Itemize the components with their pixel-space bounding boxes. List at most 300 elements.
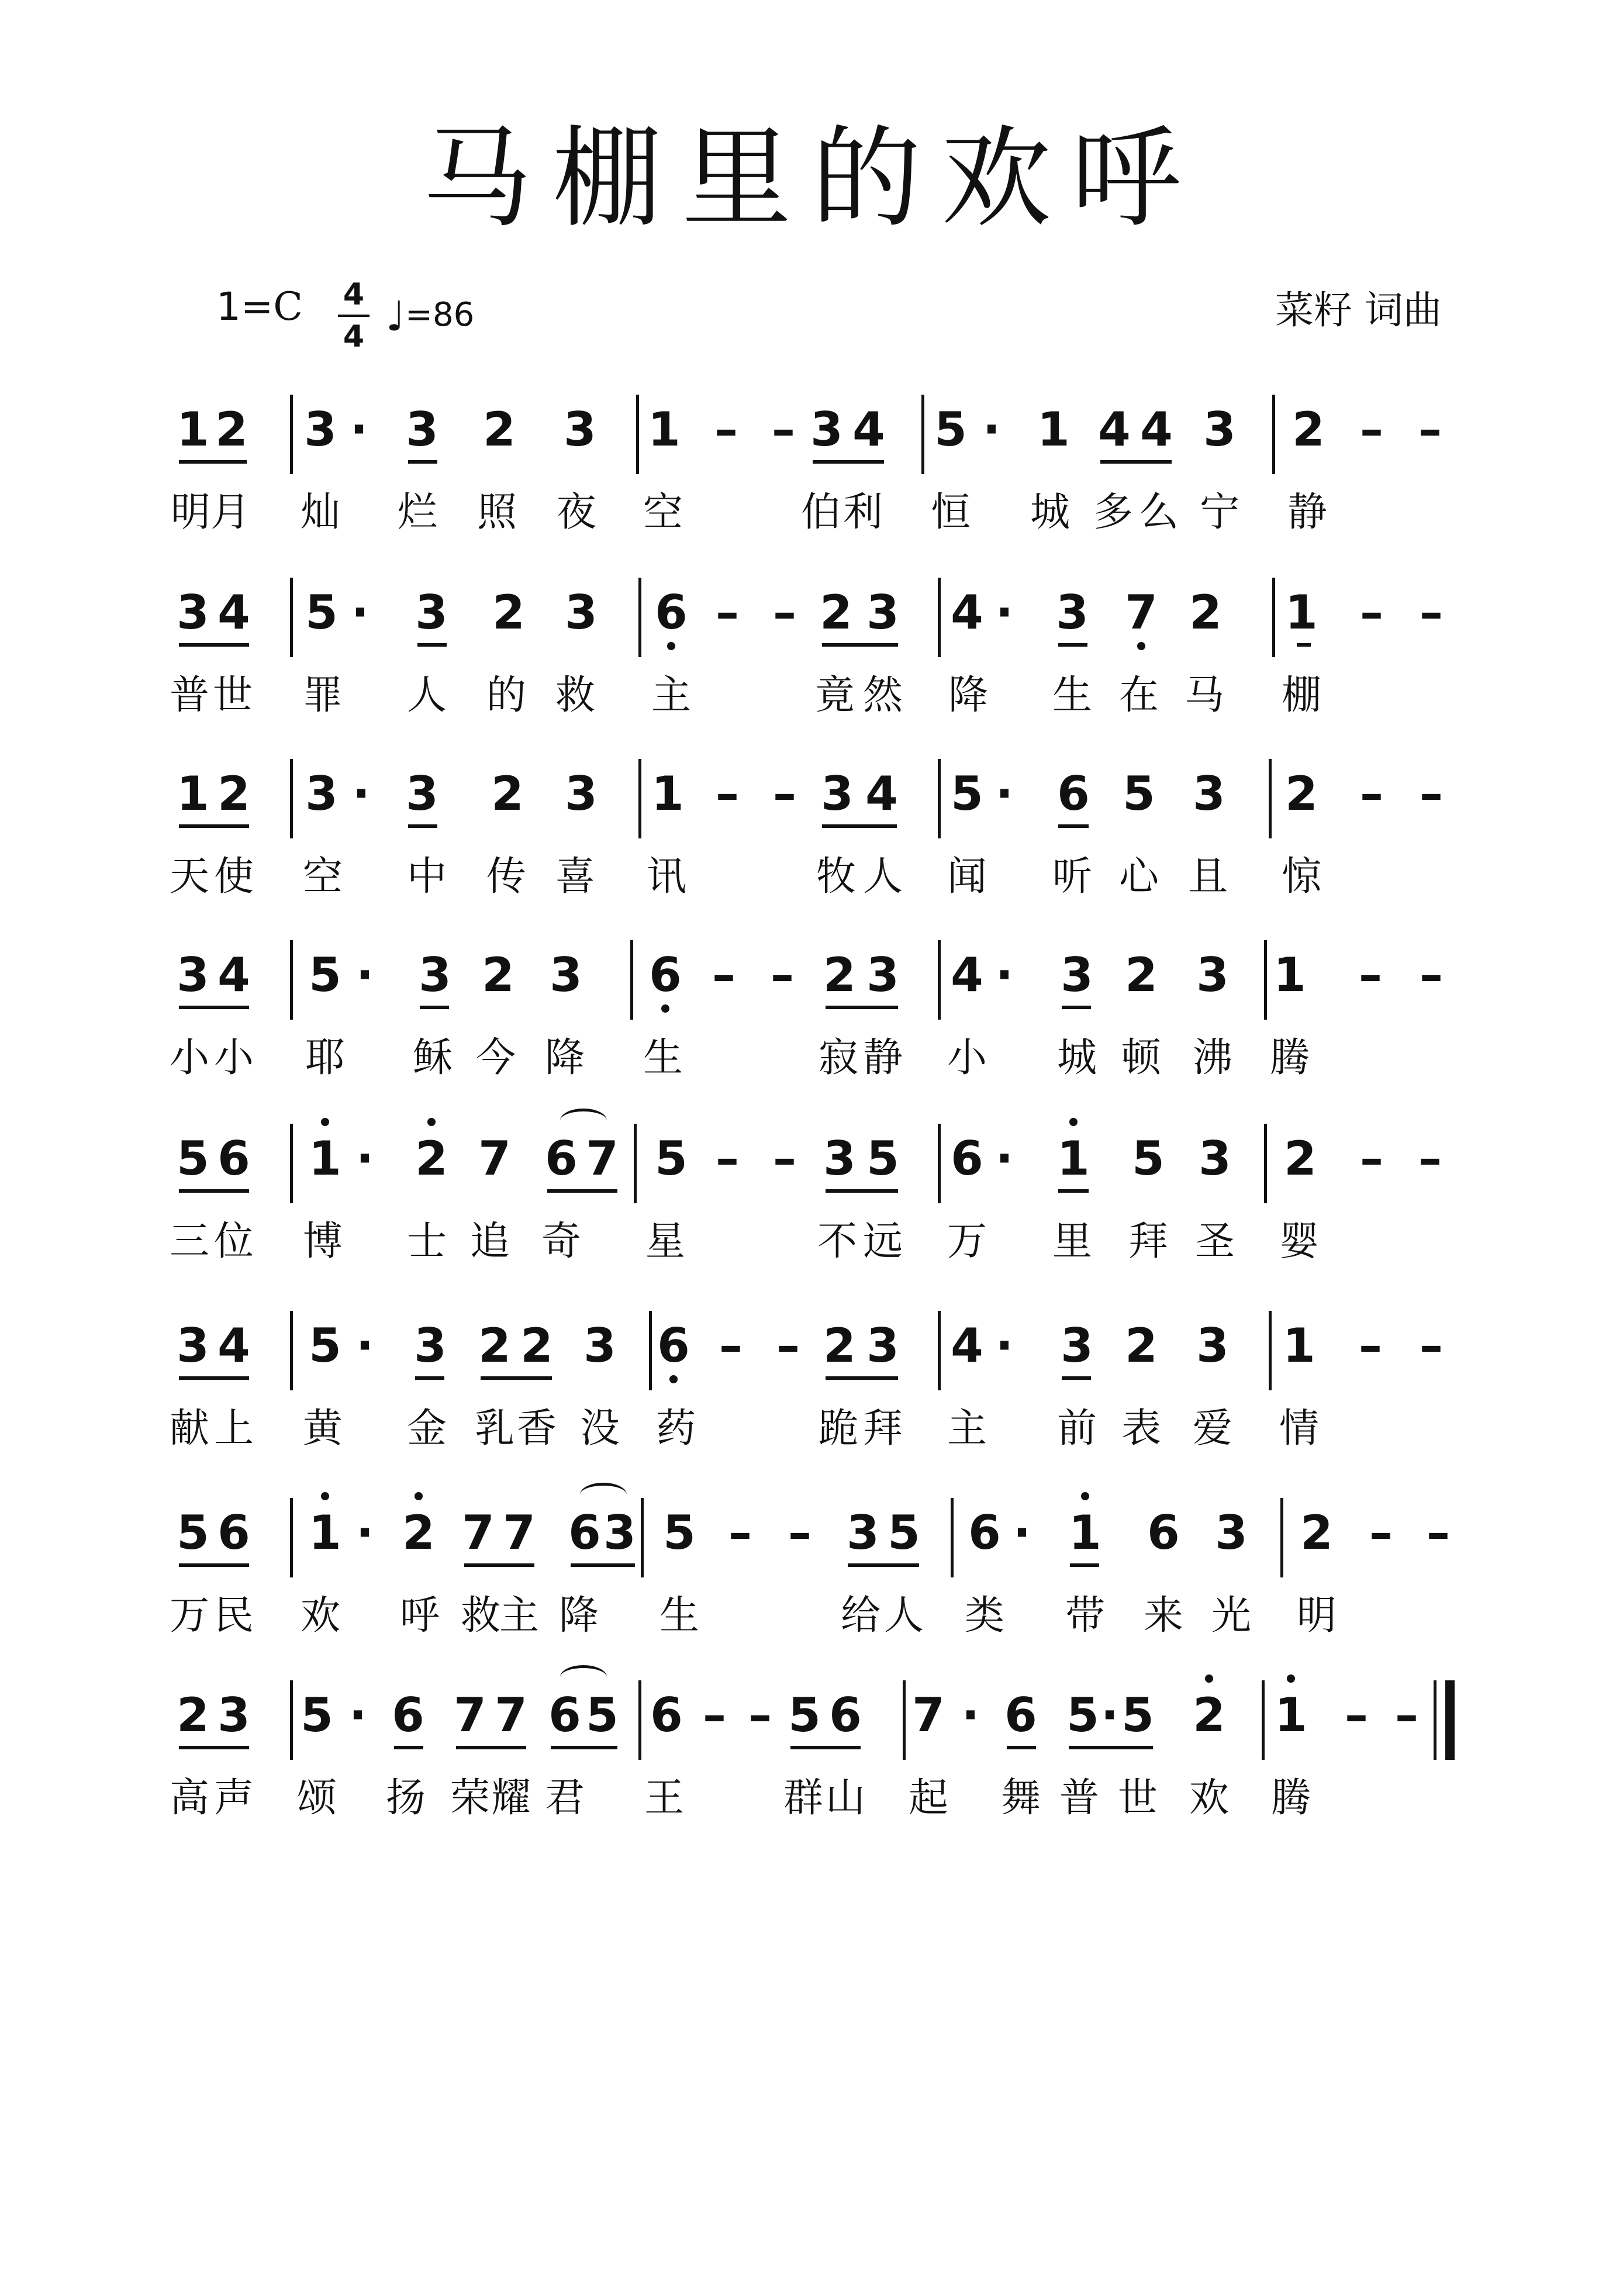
note: 5 xyxy=(309,1318,341,1373)
lyric-syllable: 里 xyxy=(1052,1218,1092,1265)
lyric-syllable: 闻 xyxy=(947,854,987,900)
bar-line xyxy=(290,1311,293,1390)
lyric-syllable: 照 xyxy=(476,489,517,536)
lyric-syllable: 腾 xyxy=(1270,1775,1311,1821)
note: 4 xyxy=(951,1318,983,1373)
note: 6 xyxy=(392,1688,424,1742)
note: 4 xyxy=(951,585,983,640)
lyric-syllable: 利 xyxy=(842,489,883,536)
lyric-syllable: 多 xyxy=(1093,489,1133,536)
eighth-beam xyxy=(1058,1189,1089,1193)
lyric-syllable: 传 xyxy=(486,854,526,900)
lyric-syllable: 世 xyxy=(1117,1775,1158,1821)
eighth-beam xyxy=(1007,1746,1036,1749)
note: 2 xyxy=(491,767,524,821)
lyric-syllable: 烂 xyxy=(397,489,437,536)
note: 4 xyxy=(217,948,250,1002)
lyric-syllable: 小 xyxy=(947,1035,987,1081)
lyric-syllable: 灿 xyxy=(300,489,340,536)
octave-up-dot xyxy=(321,1118,329,1126)
augmentation-dot: · xyxy=(995,1131,1014,1186)
lyric-syllable: 生 xyxy=(643,1035,683,1081)
eighth-beam xyxy=(822,824,897,828)
lyric-syllable: 三 xyxy=(169,1218,209,1265)
lyric-syllable: 顿 xyxy=(1121,1035,1161,1081)
eighth-beam xyxy=(1062,1376,1091,1380)
lyric-syllable: 没 xyxy=(579,1406,620,1452)
note: 3 xyxy=(847,1506,879,1560)
bar-line xyxy=(290,940,293,1020)
dash-extension: – xyxy=(1359,1318,1382,1373)
staff-system xyxy=(0,585,1623,741)
augmentation-dot: · xyxy=(995,948,1014,1002)
note: 3 xyxy=(810,402,843,457)
bar-line xyxy=(938,1311,941,1390)
lyric-syllable: 天 xyxy=(169,854,209,900)
dash-extension: – xyxy=(1360,1131,1383,1186)
eighth-beam xyxy=(1058,643,1087,647)
note: 7 xyxy=(503,1506,536,1560)
lyric-syllable: 伯 xyxy=(800,489,841,536)
lyric-syllable: 小 xyxy=(169,1035,209,1081)
note: 2 xyxy=(492,585,525,640)
note: 1 xyxy=(306,1510,344,1556)
eighth-beam xyxy=(1124,1746,1153,1749)
author-credit: 菜籽 词曲 xyxy=(1275,288,1442,333)
lyric-syllable: 人 xyxy=(883,1593,924,1639)
lyric-syllable: 今 xyxy=(475,1035,516,1081)
dash-extension: – xyxy=(773,585,796,640)
note: 2 xyxy=(217,767,250,821)
lyric-syllable: 万 xyxy=(947,1218,987,1265)
note: 3 xyxy=(1196,948,1229,1002)
octave-down-dot xyxy=(1137,642,1145,650)
note: 3 xyxy=(603,1506,636,1560)
augmentation-dot: · xyxy=(995,767,1014,821)
eighth-beam xyxy=(826,1189,898,1193)
augmentation-dot: · xyxy=(355,1131,374,1186)
note: 5 xyxy=(177,1506,209,1560)
note: 5 xyxy=(663,1506,696,1560)
dash-extension: – xyxy=(719,1318,743,1373)
lyric-syllable: 香 xyxy=(516,1406,557,1452)
bar-line xyxy=(638,578,641,657)
dash-extension: – xyxy=(1360,402,1383,457)
note: 3 xyxy=(419,948,451,1002)
augmentation-dot: · xyxy=(355,1318,374,1373)
note: 1 xyxy=(1055,1135,1092,1182)
bar-line xyxy=(290,578,293,657)
octave-up-dot xyxy=(415,1492,423,1500)
octave-up-dot xyxy=(321,1492,329,1500)
bar-line xyxy=(641,1498,644,1577)
note: 2 xyxy=(520,1318,553,1373)
dash-extension: – xyxy=(1420,767,1443,821)
note: 3 xyxy=(866,1318,899,1373)
octave-up-dot xyxy=(1287,1674,1295,1683)
lyric-syllable: 声 xyxy=(213,1775,254,1821)
note: 6 xyxy=(1004,1688,1037,1742)
lyric-syllable: 类 xyxy=(964,1593,1004,1639)
lyric-syllable: 明 xyxy=(1296,1593,1337,1639)
note: 7 xyxy=(454,1688,486,1742)
octave-up-dot xyxy=(427,1118,436,1126)
bar-line xyxy=(290,1124,293,1203)
eighth-beam xyxy=(848,1563,919,1567)
bar-line xyxy=(938,578,941,657)
note: 3 xyxy=(1215,1506,1248,1560)
note: 3 xyxy=(177,1318,209,1373)
bar-line xyxy=(1272,395,1275,474)
lyric-syllable: 静 xyxy=(1287,489,1327,536)
lyric-syllable: 罪 xyxy=(302,672,343,719)
note: 2 xyxy=(1189,585,1222,640)
lyric-syllable: 静 xyxy=(862,1035,903,1081)
octave-up-dot xyxy=(1081,1492,1089,1500)
lyric-syllable: 月 xyxy=(210,489,250,536)
lyric-syllable: 沸 xyxy=(1192,1035,1232,1081)
lyric-syllable: 带 xyxy=(1065,1593,1105,1639)
note: 2 xyxy=(1284,1131,1317,1186)
lyric-syllable: 人 xyxy=(406,672,447,719)
dash-extension: – xyxy=(1395,1688,1418,1742)
lyric-syllable: 且 xyxy=(1187,854,1228,900)
dash-extension: – xyxy=(1420,585,1443,640)
lyric-syllable: 婴 xyxy=(1279,1218,1319,1265)
note: 1 xyxy=(306,1135,344,1182)
eighth-beam xyxy=(417,643,447,647)
eighth-beam xyxy=(571,1563,635,1567)
note: 3 xyxy=(565,585,598,640)
note: 4 xyxy=(852,402,885,457)
lyric-syllable: 万 xyxy=(169,1593,209,1639)
note: 6 xyxy=(548,1688,581,1742)
bar-line xyxy=(290,395,293,474)
note: 6 xyxy=(217,1506,250,1560)
lyric-syllable: 君 xyxy=(544,1775,585,1821)
dash-extension: – xyxy=(1369,1506,1393,1560)
bar-line xyxy=(938,1124,941,1203)
note: 7 xyxy=(586,1131,619,1186)
lyric-syllable: 起 xyxy=(908,1775,948,1821)
lyric-syllable: 情 xyxy=(1279,1406,1319,1452)
dash-extension: – xyxy=(716,767,739,821)
lyric-syllable: 的 xyxy=(486,672,526,719)
note: 5 xyxy=(866,1131,899,1186)
note: 1 xyxy=(648,402,681,457)
lyric-syllable: 空 xyxy=(302,854,343,900)
lyric-syllable: 明 xyxy=(170,489,210,536)
dash-extension: – xyxy=(716,585,739,640)
note: 2 xyxy=(177,1688,209,1742)
dash-extension: – xyxy=(1418,402,1442,457)
lyric-syllable: 献 xyxy=(169,1406,209,1452)
bar-line xyxy=(951,1498,954,1577)
note: 5 xyxy=(1132,1131,1165,1186)
lyric-syllable: 欢 xyxy=(300,1593,340,1639)
bar-line xyxy=(1269,1311,1272,1390)
staff-system xyxy=(0,1688,1623,1844)
note: 3 xyxy=(414,1318,447,1373)
lyric-syllable: 民 xyxy=(213,1593,254,1639)
lyric-syllable: 生 xyxy=(659,1593,699,1639)
note: 3 xyxy=(1203,402,1236,457)
octave-up-dot xyxy=(1069,1118,1078,1126)
note: 3 xyxy=(583,1318,616,1373)
note: 5 xyxy=(888,1506,920,1560)
eighth-beam xyxy=(1297,643,1311,647)
staff-system xyxy=(0,1318,1623,1475)
lyric-syllable: 金 xyxy=(406,1406,447,1452)
eighth-beam xyxy=(179,824,249,828)
note: 5 xyxy=(301,1688,333,1742)
note: 7 xyxy=(1123,589,1160,636)
note: 1 xyxy=(1272,1692,1310,1739)
note: 3 xyxy=(415,585,448,640)
lyric-syllable: 寂 xyxy=(818,1035,858,1081)
note: 3 xyxy=(177,948,209,1002)
note: 2 xyxy=(1292,402,1325,457)
lyric-syllable: 小 xyxy=(213,1035,254,1081)
note: 2 xyxy=(483,402,516,457)
note: 5 xyxy=(951,767,983,821)
lyric-syllable: 位 xyxy=(213,1218,254,1265)
lyric-syllable: 世 xyxy=(212,672,253,719)
note: 6 xyxy=(655,1323,692,1369)
note: 3 xyxy=(177,585,209,640)
lyric-syllable: 颂 xyxy=(296,1775,337,1821)
bar-line xyxy=(1269,759,1272,838)
bar-line xyxy=(630,940,633,1020)
note: 3 xyxy=(1199,1131,1231,1186)
note: 4 xyxy=(951,948,983,1002)
dash-extension: – xyxy=(1359,948,1382,1002)
lyric-syllable: 腾 xyxy=(1269,1035,1310,1081)
octave-up-dot xyxy=(1205,1674,1213,1683)
eighth-beam xyxy=(408,824,437,828)
bar-line xyxy=(634,1124,637,1203)
lyric-syllable: 荣 xyxy=(450,1775,490,1821)
dash-extension: – xyxy=(1360,767,1383,821)
octave-down-dot xyxy=(667,642,675,650)
lyric-syllable: 给 xyxy=(840,1593,880,1639)
augmentation-dot: · xyxy=(352,767,371,821)
note: 6 xyxy=(1057,767,1090,821)
lyric-syllable: 夜 xyxy=(556,489,596,536)
dash-extension: – xyxy=(773,1131,796,1186)
dash-extension: – xyxy=(1427,1506,1450,1560)
lyric-syllable: 使 xyxy=(213,854,254,900)
note: 6 xyxy=(217,1131,250,1186)
lyric-syllable: 星 xyxy=(645,1218,685,1265)
lyric-syllable: 竟 xyxy=(814,672,855,719)
note: 3 xyxy=(406,402,438,457)
dash-extension: – xyxy=(728,1506,752,1560)
lyric-syllable: 么 xyxy=(1138,489,1179,536)
staff-system xyxy=(0,402,1623,558)
lyric-syllable: 听 xyxy=(1052,854,1092,900)
dash-extension: – xyxy=(1345,1688,1368,1742)
note: 1 xyxy=(651,767,684,821)
lyric-syllable: 普 xyxy=(1059,1775,1099,1821)
dash-extension: – xyxy=(712,948,735,1002)
lyric-syllable: 前 xyxy=(1056,1406,1097,1452)
lyric-syllable: 降 xyxy=(544,1035,585,1081)
augmentation-dot: · xyxy=(995,1318,1014,1373)
lyric-syllable: 舞 xyxy=(1000,1775,1041,1821)
note: 2 xyxy=(482,948,514,1002)
lyric-syllable: 空 xyxy=(643,489,683,536)
time-signature-line xyxy=(338,315,370,317)
lyric-syllable: 降 xyxy=(558,1593,599,1639)
bar-line xyxy=(290,1498,293,1577)
lyric-syllable: 山 xyxy=(825,1775,865,1821)
dash-extension: – xyxy=(703,1688,726,1742)
lyric-syllable: 城 xyxy=(1056,1035,1097,1081)
note: 2 xyxy=(478,1318,511,1373)
lyric-syllable: 黄 xyxy=(302,1406,343,1452)
lyric-syllable: 上 xyxy=(213,1406,254,1452)
note: 6 xyxy=(568,1506,601,1560)
dash-extension: – xyxy=(788,1506,811,1560)
note: 5 xyxy=(655,1131,688,1186)
note: 3 xyxy=(550,948,582,1002)
eighth-beam xyxy=(813,460,884,464)
dash-extension: – xyxy=(772,402,795,457)
eighth-beam xyxy=(551,1746,617,1749)
augmentation-dot: · xyxy=(348,1688,367,1742)
lyric-syllable: 城 xyxy=(1030,489,1070,536)
staff-system xyxy=(0,1506,1623,1662)
staff-system xyxy=(0,948,1623,1104)
eighth-beam xyxy=(481,1376,552,1380)
lyric-syllable: 王 xyxy=(644,1775,684,1821)
eighth-beam xyxy=(179,1563,249,1567)
note: 3 xyxy=(304,402,337,457)
dash-extension: – xyxy=(748,1688,772,1742)
dash-extension: – xyxy=(1420,948,1443,1002)
dash-extension: – xyxy=(716,1131,739,1186)
lyric-syllable: 降 xyxy=(948,672,988,719)
eighth-beam xyxy=(464,1563,534,1567)
staff-system xyxy=(0,767,1623,923)
note: 2 xyxy=(1285,767,1318,821)
note: 2 xyxy=(400,1510,437,1556)
bar-line xyxy=(903,1680,906,1760)
note: 2 xyxy=(820,585,852,640)
dash-extension: – xyxy=(773,767,796,821)
lyric-syllable: 欢 xyxy=(1189,1775,1229,1821)
lyric-syllable: 稣 xyxy=(412,1035,453,1081)
note: 2 xyxy=(1190,1692,1228,1739)
note: 5 xyxy=(586,1688,619,1742)
note: 3 xyxy=(1056,585,1089,640)
dash-extension: – xyxy=(1418,1131,1442,1186)
lyric-syllable: 然 xyxy=(862,672,903,719)
eighth-beam xyxy=(1062,1006,1091,1009)
lyric-syllable: 救 xyxy=(555,672,595,719)
note: 7 xyxy=(912,1688,945,1742)
slur xyxy=(560,1109,607,1133)
lyric-syllable: 扬 xyxy=(385,1775,426,1821)
lyric-syllable: 耶 xyxy=(305,1035,345,1081)
note: 3 xyxy=(217,1688,250,1742)
note: 2 xyxy=(1125,948,1158,1002)
note: 7 xyxy=(495,1688,527,1742)
note: 4 xyxy=(217,585,250,640)
eighth-beam xyxy=(420,1006,449,1009)
bar-line xyxy=(1264,1124,1267,1203)
eighth-beam xyxy=(456,1746,526,1749)
note: 5 xyxy=(1123,767,1155,821)
note: 3 xyxy=(565,767,598,821)
eighth-beam xyxy=(179,1746,249,1749)
lyric-syllable: 普 xyxy=(169,672,209,719)
augmentation-dot: · xyxy=(961,1688,980,1742)
note: 5 xyxy=(934,402,967,457)
note: 5 xyxy=(1066,1688,1099,1742)
note: 3 xyxy=(1061,1318,1093,1373)
note: 4 xyxy=(865,767,898,821)
dash-extension: – xyxy=(771,948,794,1002)
lyric-syllable: 宁 xyxy=(1199,489,1239,536)
note: 6 xyxy=(545,1131,578,1186)
tempo-value: =86 xyxy=(405,296,475,334)
lyric-syllable: 主 xyxy=(499,1593,539,1639)
note: 3 xyxy=(1061,948,1093,1002)
lyric-syllable: 圣 xyxy=(1194,1218,1235,1265)
eighth-beam xyxy=(1070,1563,1099,1567)
final-bar-line-thick xyxy=(1445,1680,1455,1760)
note: 1 xyxy=(1037,402,1070,457)
bar-line xyxy=(1272,578,1275,657)
lyric-syllable: 表 xyxy=(1121,1406,1161,1452)
lyric-syllable: 拜 xyxy=(1128,1218,1168,1265)
lyric-syllable: 讯 xyxy=(646,854,686,900)
augmentation-dot: · xyxy=(355,948,374,1002)
dash-extension: – xyxy=(1360,585,1383,640)
lyric-syllable: 光 xyxy=(1211,1593,1251,1639)
lyric-syllable: 恒 xyxy=(930,489,971,536)
lyric-syllable: 士 xyxy=(406,1218,447,1265)
bar-line xyxy=(921,395,924,474)
eighth-beam xyxy=(179,1376,249,1380)
note: 2 xyxy=(413,1135,450,1182)
lyric-syllable: 主 xyxy=(947,1406,987,1452)
note: 3 xyxy=(564,402,596,457)
key-letter: C xyxy=(273,284,303,329)
lyric-syllable: 拜 xyxy=(862,1406,903,1452)
note: 3 xyxy=(821,767,854,821)
eighth-beam xyxy=(1100,460,1172,464)
note: 7 xyxy=(462,1506,495,1560)
note: 2 xyxy=(215,402,248,457)
eighth-beam xyxy=(822,643,898,647)
note: 5 xyxy=(1121,1688,1154,1742)
lyric-syllable: 心 xyxy=(1118,854,1159,900)
eighth-beam xyxy=(179,643,249,647)
lyric-syllable: 爱 xyxy=(1192,1406,1232,1452)
note: 1 xyxy=(177,767,209,821)
time-signature-bottom: 4 xyxy=(343,319,365,354)
note: 6 xyxy=(1147,1506,1180,1560)
note: 1 xyxy=(177,402,209,457)
lyric-syllable: 喜 xyxy=(555,854,595,900)
eighth-beam xyxy=(826,1006,898,1009)
lyric-syllable: 人 xyxy=(862,854,903,900)
staff-system xyxy=(0,1131,1623,1287)
lyric-syllable: 远 xyxy=(862,1218,903,1265)
